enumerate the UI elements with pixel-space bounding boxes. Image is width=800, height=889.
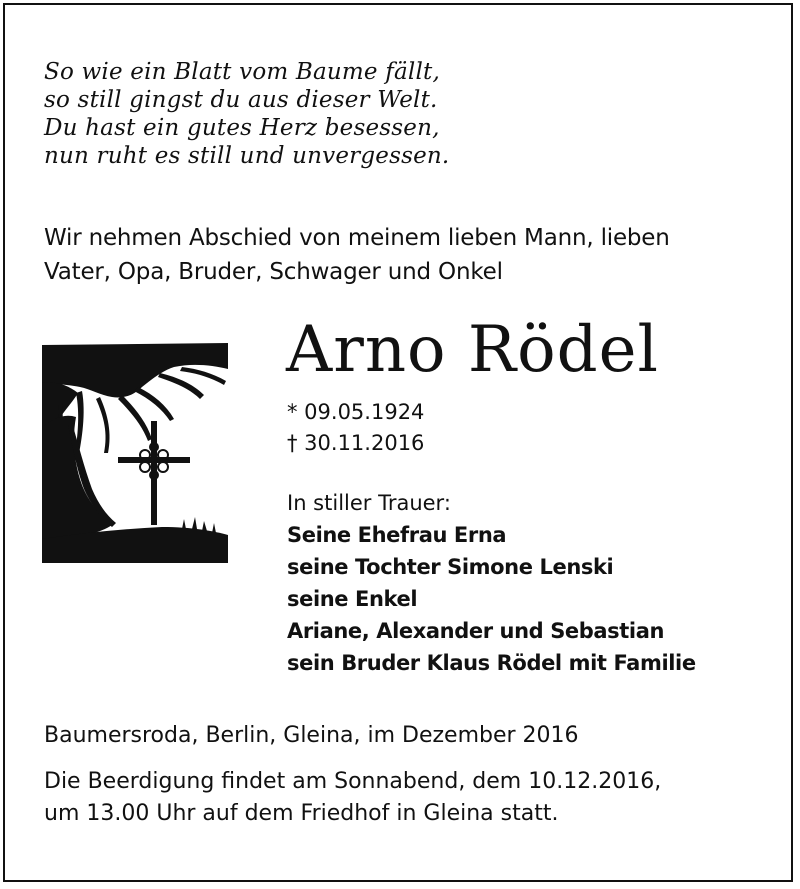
poem-line: Du hast ein gutes Herz besessen, xyxy=(44,115,440,141)
life-dates xyxy=(287,397,424,459)
funeral-line: um 13.00 Uhr auf dem Friedhof in Gleina statt. xyxy=(44,801,559,826)
poem-line: nun ruht es still und unvergessen. xyxy=(44,143,450,169)
farewell-intro xyxy=(44,221,670,289)
tree-and-cross-icon xyxy=(42,343,228,563)
intro-line: Wir nehmen Abschied von meinem lieben Mann, lieben xyxy=(44,225,670,251)
poem-line: So wie ein Blatt vom Baume fällt, xyxy=(44,59,440,85)
death-date: † 30.11.2016 xyxy=(287,431,425,455)
mourner-line: sein Bruder Klaus Rödel mit Familie xyxy=(287,651,696,675)
poem-line: so still gingst du aus dieser Welt. xyxy=(44,87,438,113)
mourners-block xyxy=(287,487,696,679)
deceased-name: Arno Rödel xyxy=(286,313,659,387)
mourner-line: Seine Ehefrau Erna xyxy=(287,523,507,547)
mourner-line: seine Enkel xyxy=(287,587,418,611)
mourner-line: seine Tochter Simone Lenski xyxy=(287,555,614,579)
mourner-line: Ariane, Alexander und Sebastian xyxy=(287,619,665,643)
mourners-heading: In stiller Trauer: xyxy=(287,491,451,515)
place-and-date: Baumersroda, Berlin, Gleina, im Dezember 2016 xyxy=(44,723,579,748)
poem xyxy=(44,58,449,170)
funeral-line: Die Beerdigung findet am Sonnabend, dem 10.12.2016, xyxy=(44,769,662,794)
intro-line: Vater, Opa, Bruder, Schwager und Onkel xyxy=(44,259,503,285)
birth-date: * 09.05.1924 xyxy=(287,400,425,424)
funeral-info xyxy=(44,766,661,830)
